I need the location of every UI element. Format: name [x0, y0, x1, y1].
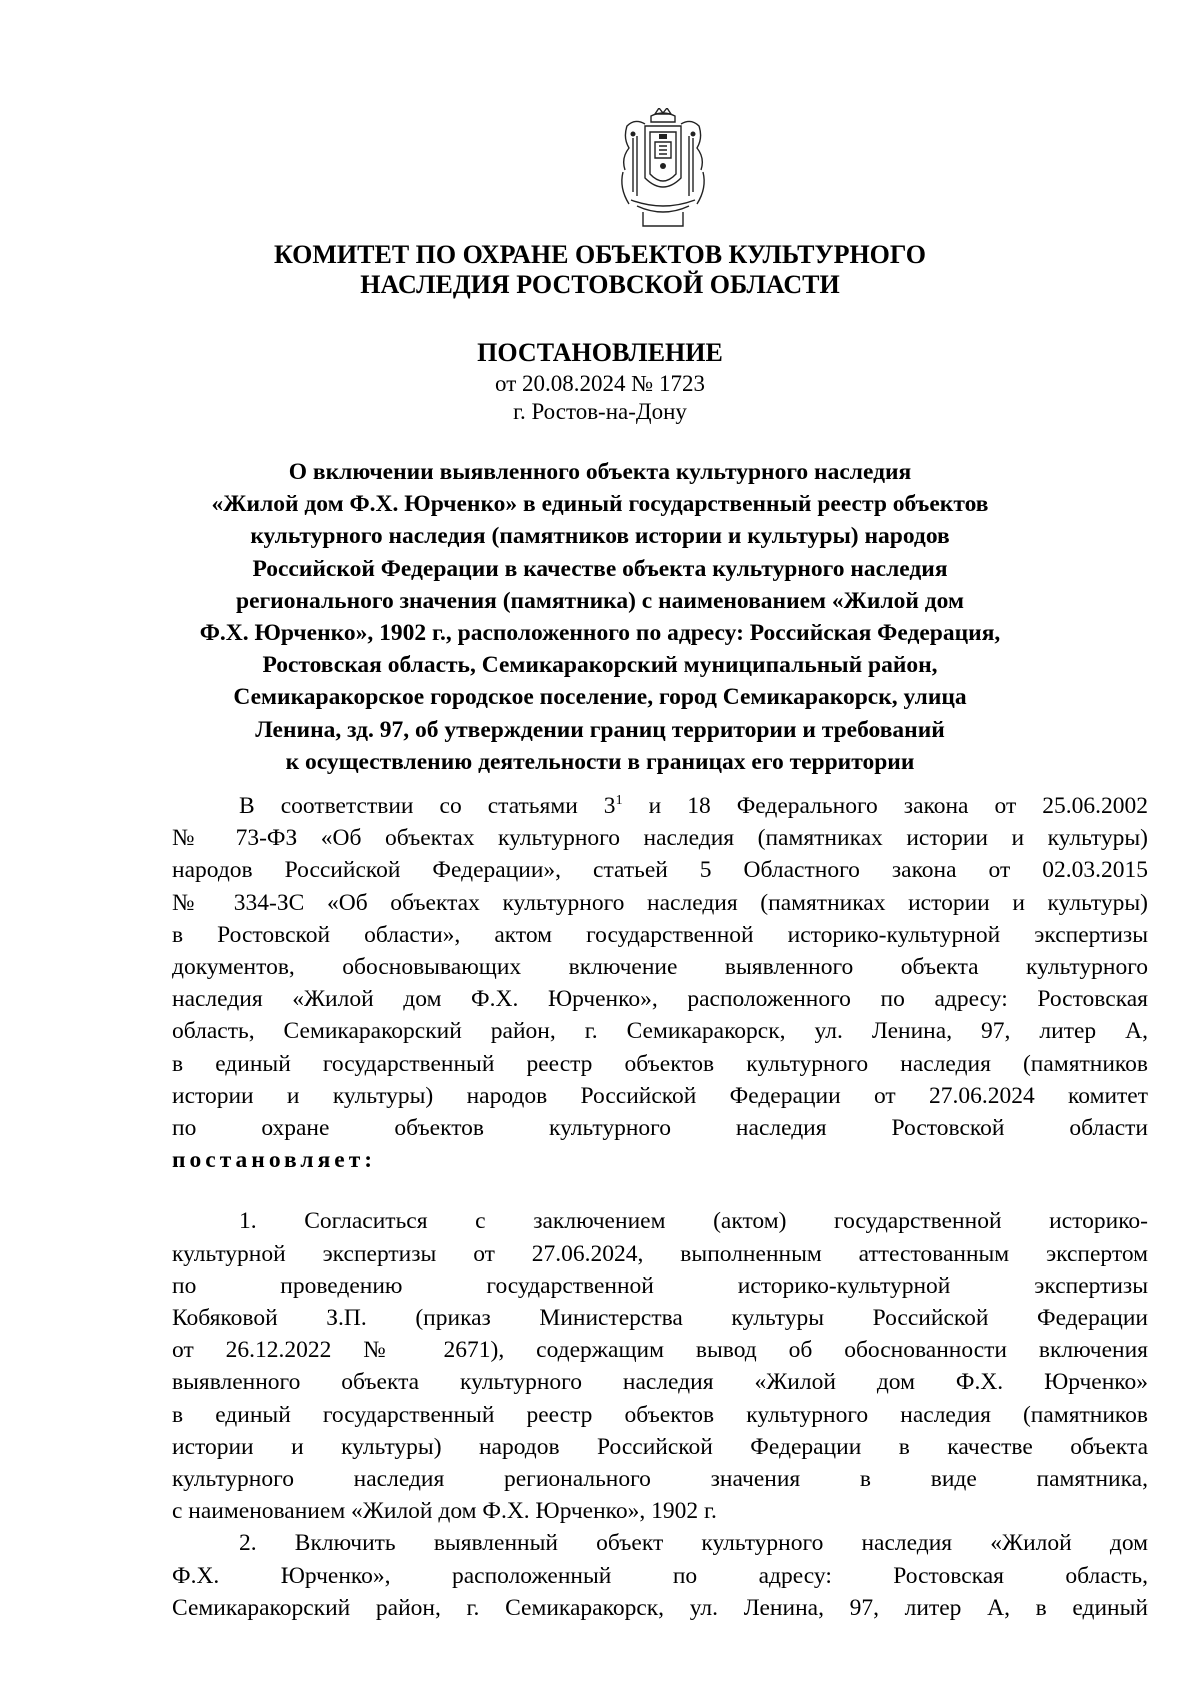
item-line: от 26.12.2022 № 2671), содержащим вывод об обоснованности включения [172, 1337, 1148, 1364]
item-2-paragraph [172, 1527, 1148, 1624]
subject-line: Ф.Х. Юрченко», 1902 г., расположенного по адресу: Российская Федерация, [199, 620, 1001, 647]
item-line: Семикаракорский район, г. Семикаракорск, ул. Ленина, 97, литер А, в единый [172, 1594, 1148, 1621]
resolves-word: постановляет: [172, 1147, 377, 1174]
item-line: с наименованием «Жилой дом Ф.Х. Юрченко», 1902 г. [172, 1498, 717, 1525]
article-superscript: 1 [615, 793, 623, 808]
item-line: культурного наследия регионального значения в виде памятника, [172, 1466, 1148, 1493]
document-kind: ПОСТАНОВЛЕНИЕ [477, 338, 723, 367]
subject-line: Российской Федерации в качестве объекта культурного наследия [252, 555, 948, 582]
preamble-line: в единый государственный реестр объектов культурного наследия (памятников [172, 1050, 1148, 1077]
item-1-paragraph [172, 1205, 1148, 1527]
subject-line: регионального значения (памятника) с наименованием «Жилой дом [236, 587, 964, 614]
item-line: Ф.Х. Юрченко», расположенный по адресу: Ростовская область, [172, 1562, 1148, 1589]
preamble-line: по охране объектов культурного наследия Ростовской области [172, 1115, 1148, 1142]
preamble-text-end: и 18 Федерального закона от 25.06.2002 [622, 793, 1148, 819]
preamble-first-line [172, 790, 1148, 822]
document-date-number: от 20.08.2024 № 1723 [495, 371, 705, 396]
subject-line: культурного наследия (памятников истории и культуры) народов [250, 523, 950, 550]
subject-line: к осуществлению деятельности в границах его территории [285, 748, 915, 775]
item-line: культурной экспертизы от 27.06.2024, выполненным аттестованным экспертом [172, 1240, 1148, 1267]
preamble-paragraph [172, 790, 1148, 1176]
preamble-line: документов, обосновывающих включение выявленного объекта культурного [172, 954, 1148, 981]
header-line-1: КОМИТЕТ ПО ОХРАНЕ ОБЪЕКТОВ КУЛЬТУРНОГО [273, 240, 927, 269]
item-line: выявленного объекта культурного наследия «Жилой дом Ф.Х. Юрченко» [172, 1369, 1148, 1396]
item-line: 1. Согласиться с заключением (актом) государственной историко- [239, 1208, 1148, 1235]
preamble-line: область, Семикаракорский район, г. Семикаракорск, ул. Ленина, 97, литер А, [172, 1018, 1148, 1045]
preamble-line: в Ростовской области», актом государственной историко-культурной экспертизы [172, 921, 1148, 948]
preamble-line: наследия «Жилой дом Ф.Х. Юрченко», расположенного по адресу: Ростовская [172, 986, 1148, 1013]
item-line: Кобяковой З.П. (приказ Министерства культуры Российской Федерации [172, 1305, 1148, 1332]
subject-line: Ростовская область, Семикаракорский муниципальный район, [262, 652, 938, 679]
organization-header [120, 240, 1080, 300]
item-line: истории и культуры) народов Российской Федерации в качестве объекта [172, 1433, 1148, 1460]
subject-line: Ленина, зд. 97, об утверждении границ территории и требований [255, 716, 945, 743]
item-line: 2. Включить выявленный объект культурного наследия «Жилой дом [239, 1530, 1148, 1557]
item-line: в единый государственный реестр объектов культурного наследия (памятников [172, 1401, 1148, 1428]
preamble-line: народов Российской Федерации», статьей 5 Областного закона от 02.03.2015 [172, 857, 1148, 884]
coat-of-arms-emblem [615, 108, 711, 232]
preamble-line: № 73-ФЗ «Об объектах культурного наследия (памятниках истории и культуры) [172, 825, 1148, 852]
subject-line: Семикаракорское городское поселение, город Семикаракорск, улица [233, 684, 967, 711]
header-line-2: НАСЛЕДИЯ РОСТОВСКОЙ ОБЛАСТИ [360, 270, 840, 299]
item-line: по проведению государственной историко-культурной экспертизы [172, 1272, 1148, 1299]
subject-line: О включении выявленного объекта культурного наследия [288, 459, 912, 485]
preamble-line: истории и культуры) народов Российской Федерации от 27.06.2024 комитет [172, 1082, 1148, 1109]
document-city: г. Ростов-на-Дону [513, 399, 687, 424]
document-subject [120, 456, 1080, 778]
preamble-text-start: В соответствии со статьями 3 [239, 793, 616, 819]
preamble-line: № 334-ЗС «Об объектах культурного наследия (памятниках истории и культуры) [172, 889, 1148, 916]
document-body [172, 790, 1148, 1624]
subject-line: «Жилой дом Ф.Х. Юрченко» в единый государственный реестр объектов [211, 491, 989, 518]
